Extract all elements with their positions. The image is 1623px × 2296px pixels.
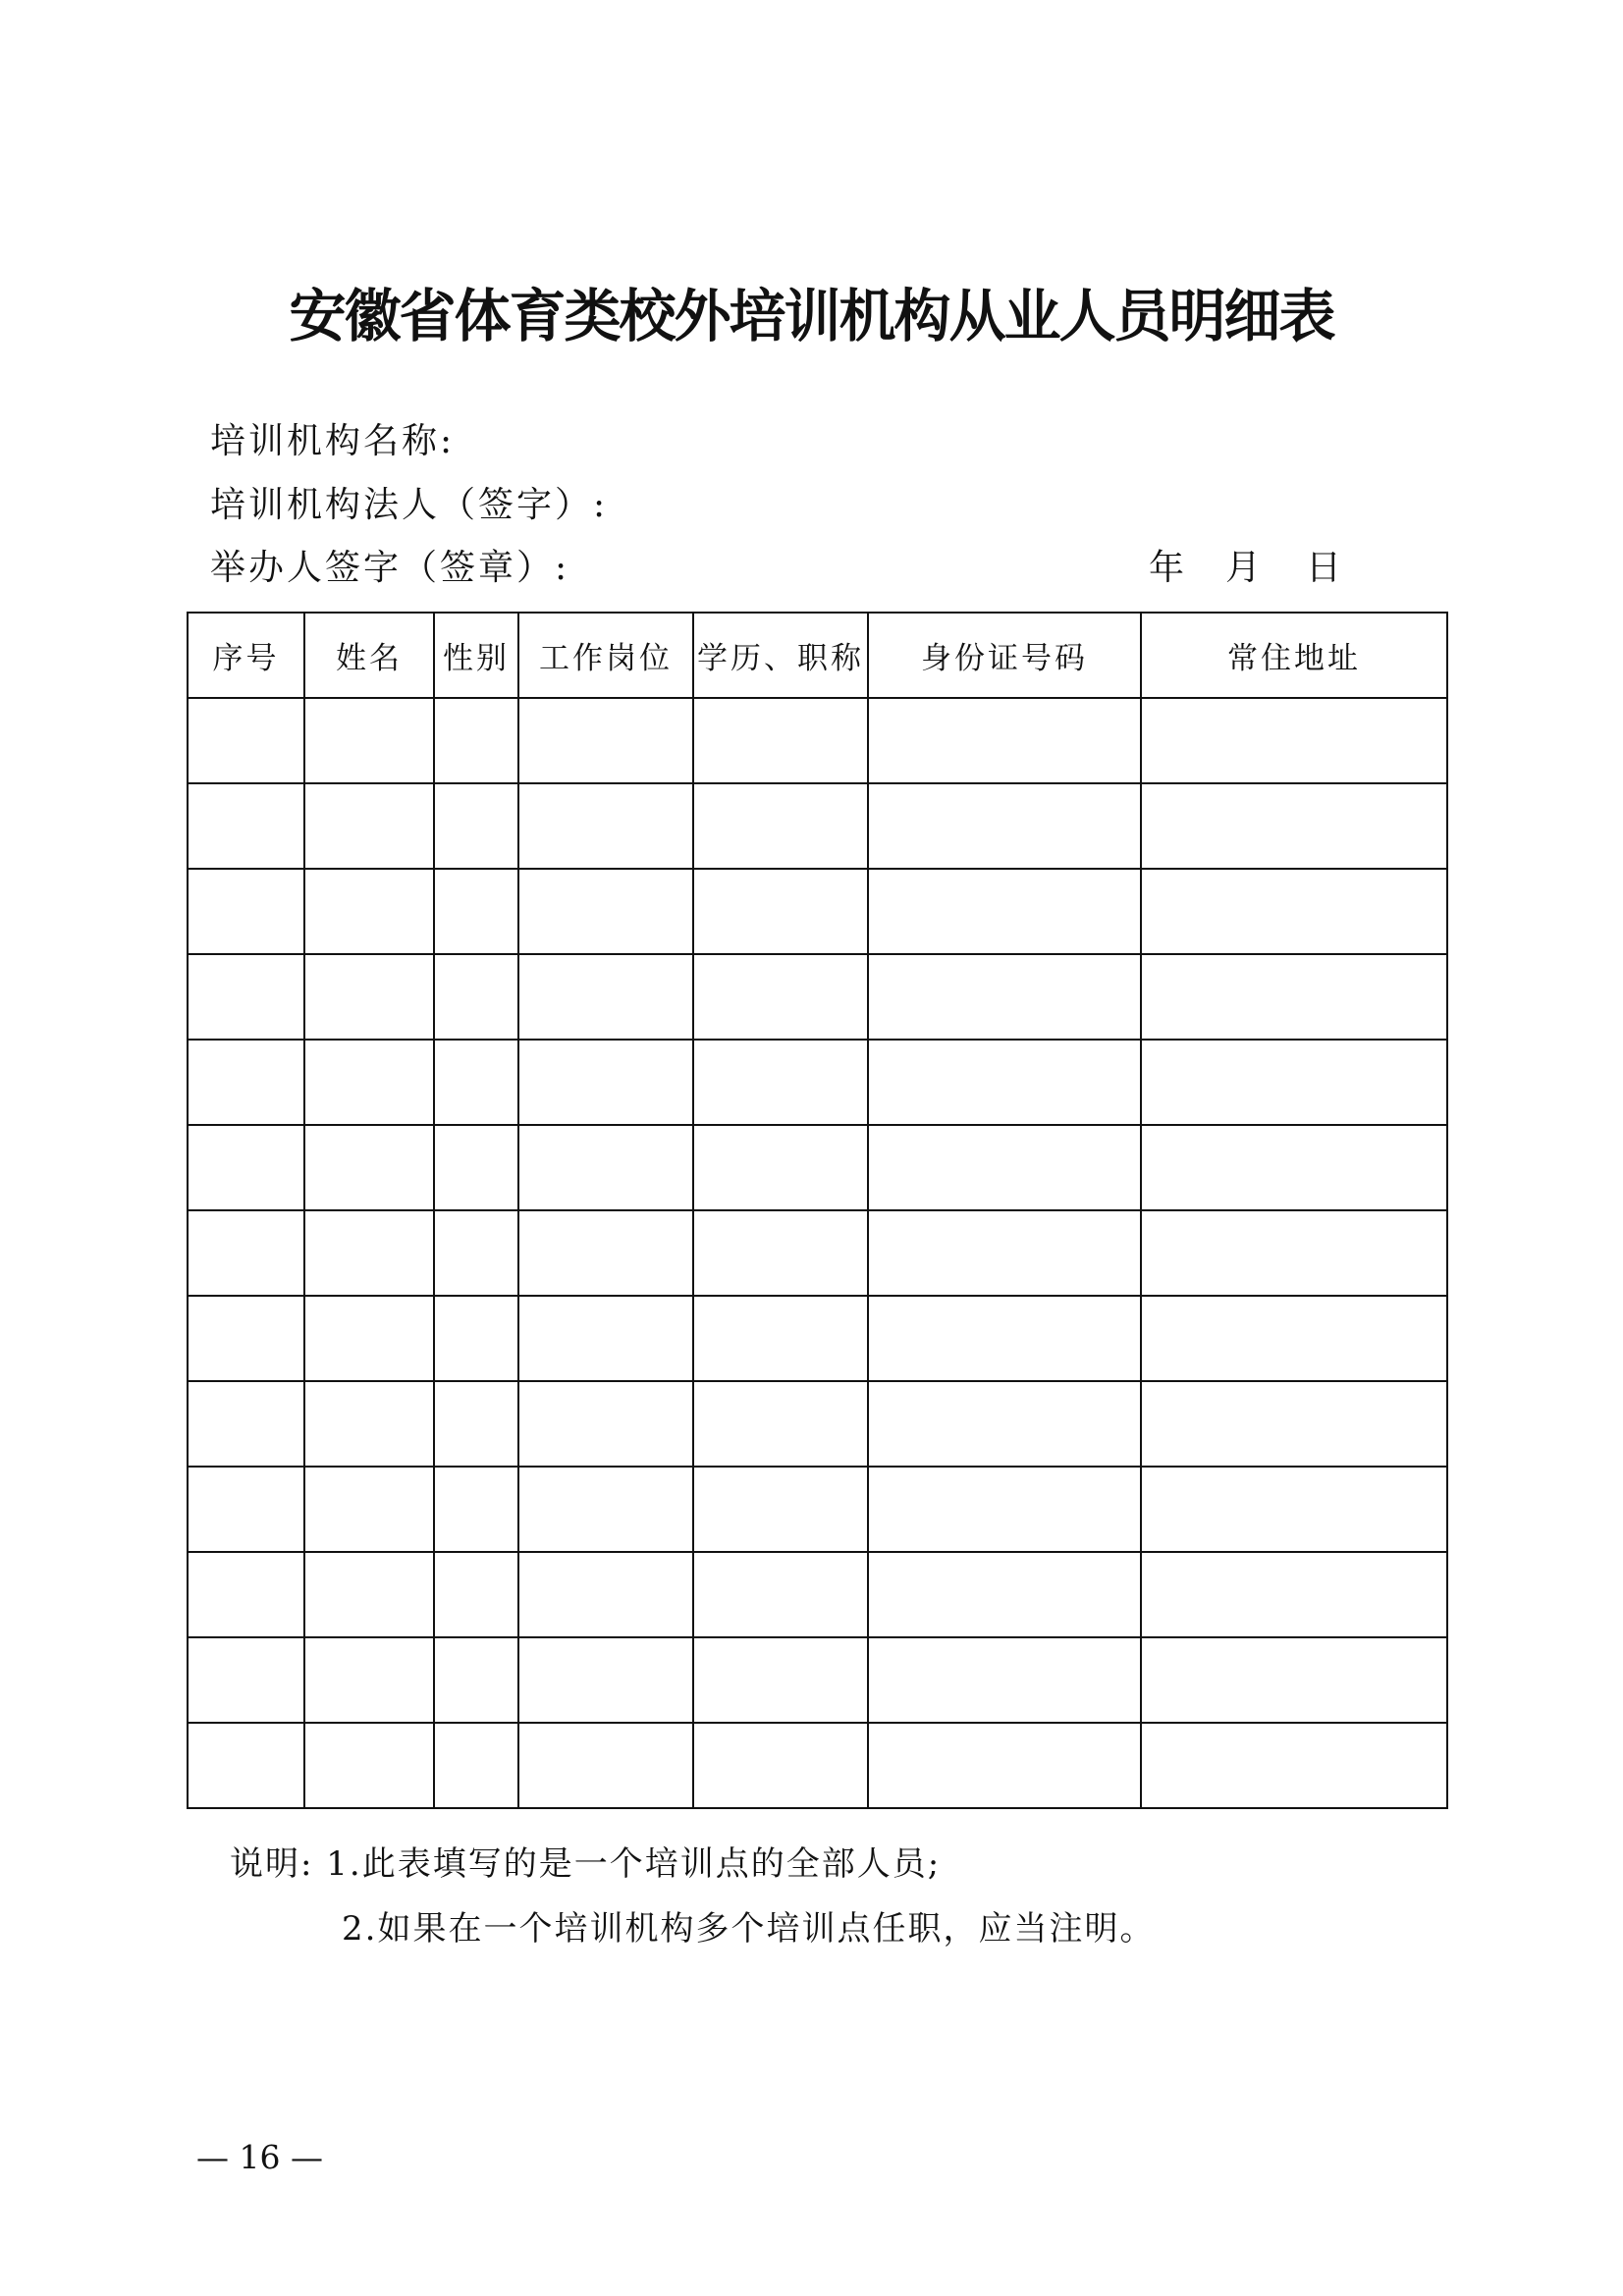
table-row [188, 869, 1447, 954]
legal-person-label: 培训机构法人（签字）: [210, 485, 609, 525]
column-header-address: 常住地址 [1141, 613, 1447, 698]
table-cell [518, 1210, 693, 1296]
table-cell [188, 1296, 304, 1381]
column-header-education: 学历、职称 [693, 613, 868, 698]
organizer-signature-field [210, 544, 569, 593]
table-header-row [188, 613, 1447, 698]
note-item: 1.此表填写的是一个培训点的全部人员; [326, 1844, 942, 1884]
table-cell [1141, 1467, 1447, 1552]
table-cell [693, 1296, 868, 1381]
table-cell [518, 1125, 693, 1210]
table-row [188, 1467, 1447, 1552]
table-cell [693, 1552, 868, 1637]
table-cell [188, 1040, 304, 1125]
notes-label: 说明: [230, 1844, 314, 1884]
date-field [1149, 544, 1341, 593]
table-cell [868, 1040, 1141, 1125]
table-cell [518, 1467, 693, 1552]
table-row [188, 1296, 1447, 1381]
table-cell [868, 783, 1141, 869]
table-cell [1141, 698, 1447, 783]
table-cell [1141, 1381, 1447, 1467]
table-cell [693, 869, 868, 954]
table-cell [434, 954, 518, 1040]
table-cell [868, 1296, 1141, 1381]
table-cell [304, 1723, 434, 1808]
table-cell [693, 1210, 868, 1296]
table-cell [693, 954, 868, 1040]
table-cell [693, 783, 868, 869]
table-cell [188, 1125, 304, 1210]
table-cell [434, 783, 518, 869]
table-cell [693, 1637, 868, 1723]
column-header-position: 工作岗位 [518, 613, 693, 698]
date-day-label: 日 [1306, 548, 1342, 588]
table-cell [188, 1552, 304, 1637]
notes-section [230, 1840, 1156, 1949]
table-row [188, 1637, 1447, 1723]
table-cell [693, 1125, 868, 1210]
table-cell [518, 1723, 693, 1808]
table-cell [1141, 1723, 1447, 1808]
table-row [188, 698, 1447, 783]
table-cell [518, 1637, 693, 1723]
table-cell [188, 869, 304, 954]
table-cell [518, 1040, 693, 1125]
table-cell [1141, 1040, 1447, 1125]
table-row [188, 1125, 1447, 1210]
table-cell [304, 1125, 434, 1210]
table-cell [518, 783, 693, 869]
table-cell [518, 698, 693, 783]
table-cell [693, 1040, 868, 1125]
table-cell [518, 1296, 693, 1381]
table-cell [304, 1040, 434, 1125]
table-cell [1141, 1210, 1447, 1296]
institution-name-label: 培训机构名称: [210, 421, 456, 461]
table-cell [434, 1125, 518, 1210]
page-number: — 16 — [196, 2138, 323, 2176]
date-year-label: 年 [1149, 548, 1185, 588]
table-cell [434, 1381, 518, 1467]
table-row [188, 954, 1447, 1040]
table-cell [434, 1552, 518, 1637]
table-cell [1141, 1125, 1447, 1210]
table-cell [188, 698, 304, 783]
table-cell [518, 1552, 693, 1637]
table-cell [188, 1381, 304, 1467]
table-cell [693, 1381, 868, 1467]
table-cell [304, 1210, 434, 1296]
column-header-gender: 性别 [434, 613, 518, 698]
table-cell [434, 1210, 518, 1296]
table-cell [304, 1296, 434, 1381]
table-cell [1141, 869, 1447, 954]
table-cell [304, 1637, 434, 1723]
table-cell [434, 698, 518, 783]
table-cell [868, 869, 1141, 954]
table-cell [868, 1637, 1141, 1723]
table-cell [868, 698, 1141, 783]
table-cell [868, 1210, 1141, 1296]
table-cell [434, 869, 518, 954]
table-cell [693, 698, 868, 783]
table-cell [434, 1040, 518, 1125]
institution-name-field [210, 417, 455, 466]
table-cell [434, 1637, 518, 1723]
table-cell [868, 1552, 1141, 1637]
table-cell [518, 1381, 693, 1467]
date-month-label: 月 [1225, 548, 1262, 588]
table-cell [434, 1296, 518, 1381]
table-cell [304, 954, 434, 1040]
column-header-serial: 序号 [188, 613, 304, 698]
table-cell [434, 1723, 518, 1808]
table-body [188, 698, 1447, 1808]
table-cell [1141, 1552, 1447, 1637]
table-cell [868, 954, 1141, 1040]
table-cell [693, 1723, 868, 1808]
table-cell [304, 869, 434, 954]
table-cell [188, 1210, 304, 1296]
table-cell [434, 1467, 518, 1552]
table-row [188, 783, 1447, 869]
table-cell [304, 1552, 434, 1637]
legal-person-signature-field [210, 481, 608, 530]
organizer-label: 举办人签字（签章）: [210, 548, 570, 588]
table-cell [304, 1381, 434, 1467]
table-cell [868, 1723, 1141, 1808]
table-cell [188, 1637, 304, 1723]
staff-table [187, 612, 1448, 1809]
table-row [188, 1210, 1447, 1296]
table-cell [868, 1381, 1141, 1467]
document-title: 安徽省体育类校外培训机构从业人员明细表 [289, 283, 1334, 349]
table-cell [304, 698, 434, 783]
table-cell [518, 954, 693, 1040]
table-cell [868, 1125, 1141, 1210]
column-header-name: 姓名 [304, 613, 434, 698]
table-cell [304, 1467, 434, 1552]
table-row [188, 1552, 1447, 1637]
table-cell [188, 954, 304, 1040]
table-row [188, 1723, 1447, 1808]
table-cell [1141, 954, 1447, 1040]
table-cell [1141, 1296, 1447, 1381]
note-item: 2.如果在一个培训机构多个培训点任职，应当注明。 [342, 1909, 1156, 1949]
table-cell [518, 869, 693, 954]
table-cell [868, 1467, 1141, 1552]
table-cell [188, 783, 304, 869]
table-cell [693, 1467, 868, 1552]
table-cell [188, 1723, 304, 1808]
table-row [188, 1040, 1447, 1125]
table-row [188, 1381, 1447, 1467]
table-cell [188, 1467, 304, 1552]
table-cell [1141, 783, 1447, 869]
column-header-id-number: 身份证号码 [868, 613, 1141, 698]
table-cell [304, 783, 434, 869]
table-cell [1141, 1637, 1447, 1723]
